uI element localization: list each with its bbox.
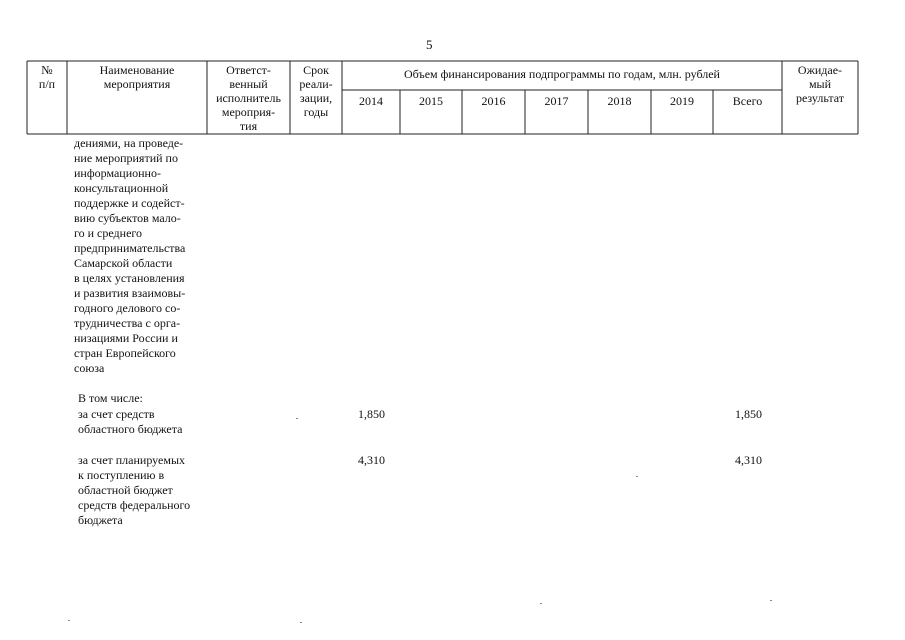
header-total: Всего xyxy=(732,94,763,108)
row-federal-budget-label: за счет планируемых к поступлению в областной бюджет средств федерального бюджета xyxy=(78,453,191,527)
including-label: В том числе: xyxy=(78,391,143,405)
header-year-2017: 2017 xyxy=(544,94,569,108)
row-regional-budget-2014: 1,850 xyxy=(358,407,385,421)
header-financing-title: Объем финансирования подпрограммы по годам, млн. рублей xyxy=(404,67,720,81)
row-regional-budget-total: 1,850 xyxy=(735,407,762,421)
header-col-responsible: Ответст- венный исполнитель мероприя- тия xyxy=(216,63,281,133)
header-year-2015: 2015 xyxy=(419,94,443,108)
scan-speck xyxy=(540,603,542,604)
header-col-number: № п/п xyxy=(38,63,56,91)
scan-speck xyxy=(636,476,638,477)
row-regional-budget-label: за счет средств областного бюджета xyxy=(78,407,183,436)
row-federal-budget-total: 4,310 xyxy=(735,453,762,467)
row-federal-budget-2014: 4,310 xyxy=(358,453,385,467)
page-number: 5 xyxy=(426,37,433,52)
scan-speck xyxy=(296,418,298,419)
scan-speck xyxy=(68,620,70,621)
activity-description: дениями, на проведе- ние мероприятий по информационно- консультационной поддержке и содейст- вию субъектов мало- го и среднего предпринимательства Самарской области в целях установления и развития взаимовы- годного делового со- трудничества с орга- низациями России и стран Европейского союза xyxy=(74,136,186,375)
header-col-term: Срок реали- зации, годы xyxy=(299,63,333,119)
header-year-2019: 2019 xyxy=(670,94,694,108)
header-col-name: Наименование мероприятия xyxy=(99,63,175,91)
scan-speck xyxy=(770,600,772,601)
header-col-result: Ожидае- мый результат xyxy=(795,63,845,105)
scan-speck xyxy=(300,622,302,623)
header-year-2018: 2018 xyxy=(607,94,632,108)
header-year-2016: 2016 xyxy=(481,94,506,108)
header-year-2014: 2014 xyxy=(359,94,383,108)
